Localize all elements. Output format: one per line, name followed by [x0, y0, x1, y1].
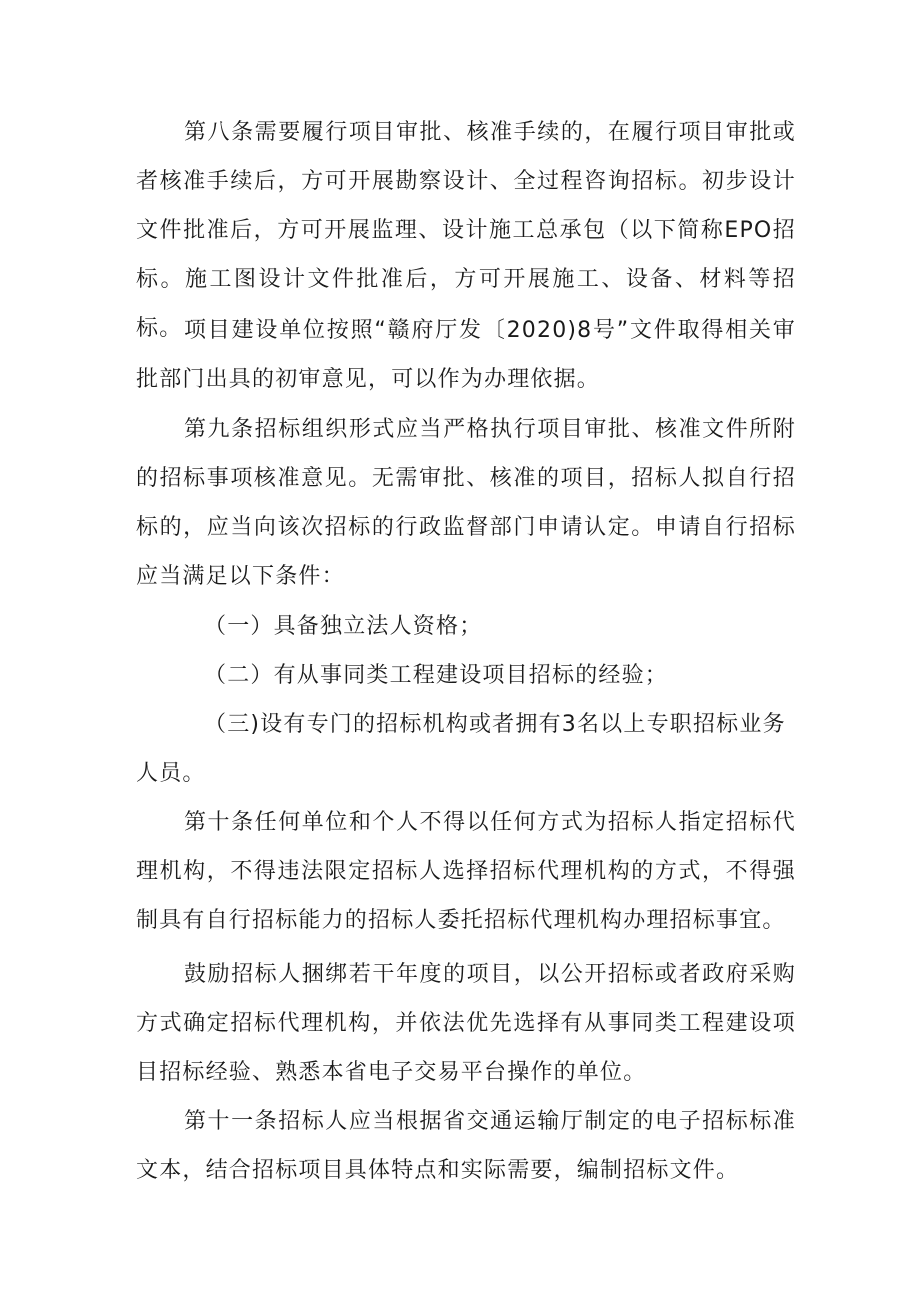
encouragement-paragraph: 鼓励招标人捆绑若干年度的项目，以公开招标或者政府采购方式确定招标代理机构，并依法优先选择有从事同类工程建设项目招标经验、熟悉本省电子交易平台操作的单位。 [136, 962, 796, 1085]
condition-item-2: （二）有从事同类工程建设项目招标的经验； [204, 663, 669, 688]
article-8-paragraph: 第八条需要履行项目审批、核准手续的，在履行项目审批或者核准手续后，方可开展勘察设计、全过程咨询招标。初步设计文件批准后，方可开展监理、设计施工总承包（以下简称EPO招标。施工图设计文件批准后，方可开展施工、设备、材料等招标。 [136, 120, 796, 341]
article-10-paragraph: 第十条任何单位和个人不得以任何方式为招标人指定招标代理机构，不得违法限定招标人选择招标代理机构的方式，不得强制具有自行招标能力的招标人委托招标代理机构办理招标事宜。 [136, 810, 796, 933]
project-basis-paragraph: 项目建设单位按照“赣府厅发〔2020)8号”文件取得相关审批部门出具的初审意见，可以作为办理依据。 [136, 318, 796, 392]
condition-item-3: （三)设有专门的招标机构或者拥有3名以上专职招标业务人员。 [136, 712, 786, 786]
article-11-paragraph: 第十一条招标人应当根据省交通运输厅制定的电子招标标准文本，结合招标项目具体特点和实际需要，编制招标文件。 [136, 1109, 796, 1183]
article-9-paragraph: 第九条招标组织形式应当严格执行项目审批、核准文件所附的招标事项核准意见。无需审批、核准的项目，招标人拟自行招标的，应当向该次招标的行政监督部门申请认定。申请自行招标应当满足以下条件： [136, 417, 796, 589]
condition-item-1: （一）具备独立法人资格； [204, 614, 483, 639]
